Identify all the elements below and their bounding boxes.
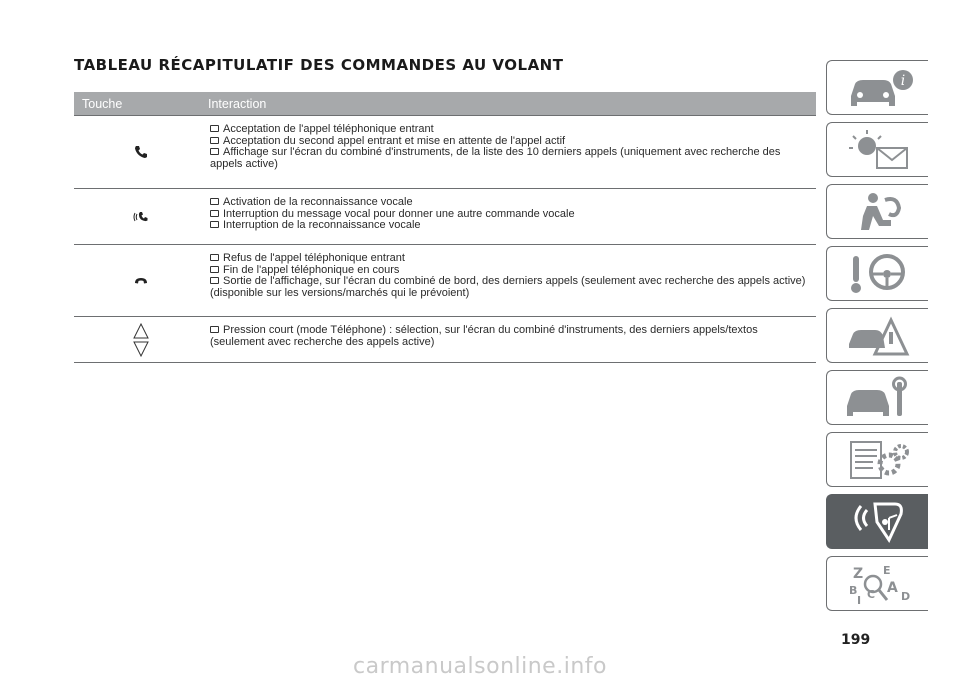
list-item xyxy=(210,147,810,170)
checkbox-bullet-icon xyxy=(210,148,219,155)
interaction-text: Interruption de la reconnaissance vocale xyxy=(223,219,421,231)
checkbox-bullet-icon xyxy=(210,266,219,273)
table-row xyxy=(74,115,816,189)
list-item xyxy=(210,325,810,348)
interaction-text: Affichage sur l'écran du combiné d'instruments, de la liste des 10 derniers appels (uniquement avec recherche des appels active) xyxy=(210,146,781,170)
alphabetical-index-icon xyxy=(843,562,913,606)
interaction-text: Activation de la reconnaissance vocale xyxy=(223,196,413,208)
key-cell xyxy=(74,317,208,362)
svg-text:E: E xyxy=(882,563,891,577)
watermark: carmanualsonline.info xyxy=(353,654,607,679)
header-interaction: Interaction xyxy=(208,96,267,111)
seat-airbag-icon xyxy=(843,190,913,234)
table-row xyxy=(74,189,816,245)
svg-text:B: B xyxy=(848,583,857,597)
key-steering-wheel-icon xyxy=(843,252,913,296)
checkbox-bullet-icon xyxy=(210,210,219,217)
key-cell xyxy=(74,245,208,316)
multimedia-music-icon xyxy=(843,500,913,544)
warning-lights-message-icon xyxy=(843,128,913,172)
phone-answer-icon xyxy=(133,144,149,160)
tab-multimedia[interactable] xyxy=(826,494,928,549)
svg-text:A: A xyxy=(886,579,898,596)
phone-hangup-icon xyxy=(134,277,148,285)
interaction-text: Interruption du message vocal pour donner une autre commande vocale xyxy=(223,207,575,220)
list-item xyxy=(210,220,810,232)
tab-starting-driving[interactable] xyxy=(826,246,928,301)
interaction-cell xyxy=(208,116,816,188)
table-row xyxy=(74,245,816,317)
car-info-icon xyxy=(843,66,913,110)
checkbox-bullet-icon xyxy=(210,125,219,132)
checkbox-bullet-icon xyxy=(210,277,219,284)
tab-maintenance[interactable] xyxy=(826,370,928,425)
tab-safety[interactable] xyxy=(826,184,928,239)
tab-warning-lights[interactable] xyxy=(826,122,928,177)
voice-recognition-icon xyxy=(133,209,149,225)
checkbox-bullet-icon xyxy=(210,137,219,144)
svg-text:I: I xyxy=(856,593,861,606)
car-maintenance-wrench-icon xyxy=(843,376,913,420)
page-title: TABLEAU RÉCAPITULATIF DES COMMANDES AU VOLANT xyxy=(74,56,564,74)
svg-text:D: D xyxy=(900,589,910,603)
interaction-text: Fin de l'appel téléphonique en cours xyxy=(223,263,400,276)
table-header xyxy=(74,92,816,115)
interaction-cell xyxy=(208,317,816,362)
key-cell xyxy=(74,116,208,188)
interaction-text: Refus de l'appel téléphonique entrant xyxy=(223,252,405,264)
checkbox-bullet-icon xyxy=(210,254,219,261)
svg-text:C: C xyxy=(866,587,875,601)
interaction-text: Pression court (mode Téléphone) : sélection, sur l'écran du combiné d'instruments, des derniers appels/textos (seulement avec recherche des appels active) xyxy=(210,324,758,348)
table-row xyxy=(74,317,816,363)
tab-emergency[interactable] xyxy=(826,308,928,363)
controls-table xyxy=(74,92,816,363)
interaction-cell xyxy=(208,189,816,244)
tab-car-info[interactable] xyxy=(826,60,928,115)
interaction-text: Acceptation du second appel entrant et mise en attente de l'appel actif xyxy=(223,134,566,147)
accident-warning-triangle-icon xyxy=(843,314,913,358)
list-item xyxy=(210,276,810,299)
interaction-text: Sortie de l'affichage, sur l'écran du combiné de bord, des derniers appels (seulement avec recherche des appels active) (disponible sur les versions/marchés qui le prévoient) xyxy=(210,275,806,299)
interaction-cell xyxy=(208,245,816,316)
checkbox-bullet-icon xyxy=(210,326,219,333)
specifications-gear-icon xyxy=(843,438,913,482)
key-cell xyxy=(74,189,208,244)
svg-text:Z: Z xyxy=(852,565,863,582)
header-key: Touche xyxy=(82,96,123,111)
tab-technical-data[interactable] xyxy=(826,432,928,487)
checkbox-bullet-icon xyxy=(210,198,219,205)
up-down-arrows-icon xyxy=(133,323,149,357)
tab-index[interactable] xyxy=(826,556,928,611)
checkbox-bullet-icon xyxy=(210,221,219,228)
interaction-text: Acceptation de l'appel téléphonique entrant xyxy=(223,123,434,135)
svg-text:i: i xyxy=(900,72,905,89)
page-number: 199 xyxy=(841,632,871,648)
